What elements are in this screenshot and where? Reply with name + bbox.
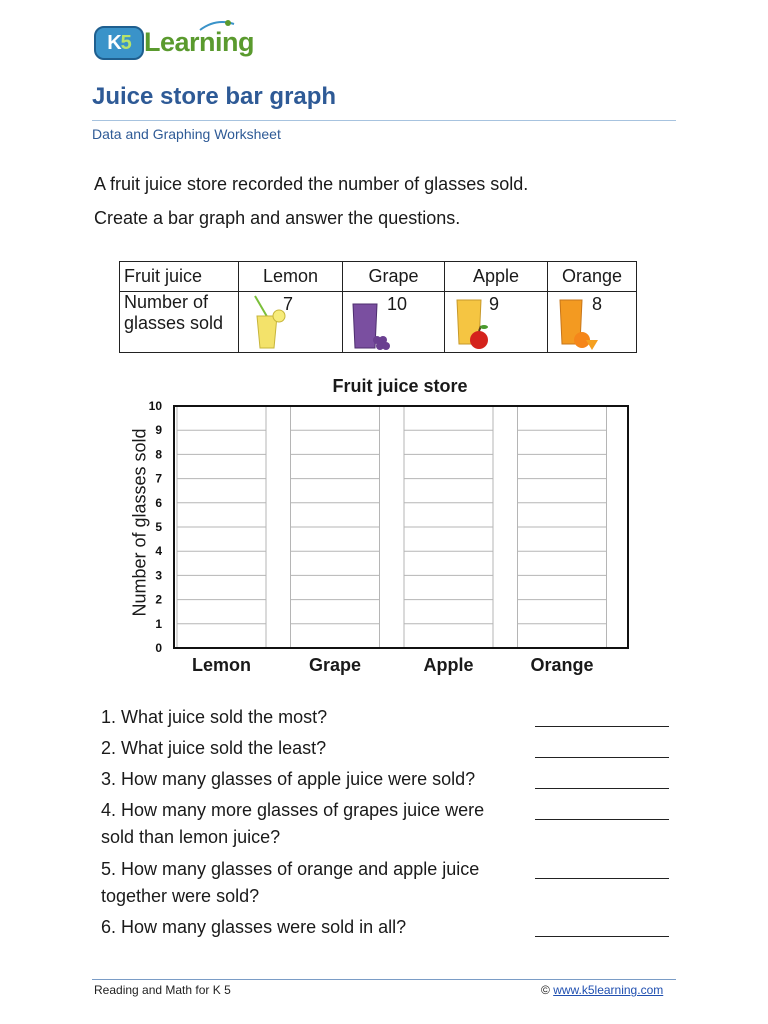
copyright-symbol: ©: [541, 983, 550, 997]
intro-line-1: A fruit juice store recorded the number of glasses sold.: [94, 174, 529, 194]
chart-y-axis-label: Number of glasses sold: [129, 428, 150, 617]
answer-blank-3[interactable]: [535, 788, 669, 789]
table-header-label: Fruit juice: [120, 262, 239, 292]
y-tick-label: 1: [155, 616, 162, 631]
row-label-line-2: glasses sold: [124, 313, 224, 333]
table-header-cell: Lemon: [239, 262, 343, 292]
y-tick-label: 6: [155, 495, 162, 510]
logo-k: K: [107, 32, 121, 54]
table-header-cell: Grape: [343, 262, 445, 292]
y-tick-label: 4: [155, 544, 162, 559]
question-2: 2. What juice sold the least?: [101, 738, 327, 758]
footer-copyright: [541, 983, 663, 997]
page-title: Juice store bar graph: [92, 83, 337, 110]
answer-blank-1[interactable]: [535, 726, 669, 727]
orange-count: 8: [592, 294, 603, 314]
y-tick-label: 7: [155, 471, 162, 486]
x-label-orange: Orange: [530, 655, 594, 675]
x-label-grape: Grape: [308, 655, 362, 675]
y-tick-label: 3: [155, 568, 162, 583]
footer-divider: [92, 979, 676, 980]
x-label-lemon: Lemon: [191, 655, 251, 675]
table-header-cell: Orange: [548, 262, 637, 292]
y-tick-label: 0: [155, 641, 162, 655]
y-tick-label: 8: [155, 447, 162, 462]
question-1: 1. What juice sold the most?: [101, 707, 328, 727]
footer-link[interactable]: www.k5learning.com: [553, 983, 664, 997]
intro-line-2: Create a bar graph and answer the questions.: [94, 208, 461, 228]
y-tick-label: 2: [155, 592, 162, 607]
question-6: 6. How many glasses were sold in all?: [101, 917, 407, 937]
answer-blank-4[interactable]: [535, 819, 669, 820]
grape-count: 10: [387, 294, 408, 314]
chart-title: Fruit juice store: [332, 376, 468, 396]
lemon-count: 7: [283, 294, 294, 314]
question-3: 3. How many glasses of apple juice were sold?: [101, 769, 476, 789]
footer-text: Reading and Math for K 5: [94, 983, 231, 997]
answer-blank-5[interactable]: [535, 878, 669, 879]
page-subtitle: Data and Graphing Worksheet: [92, 126, 281, 142]
x-label-apple: Apple: [423, 655, 474, 675]
question-4: 4. How many more glasses of grapes juice were sold than lemon juice?: [101, 800, 485, 847]
logo-text: Learning: [144, 27, 255, 57]
answer-blank-2[interactable]: [535, 757, 669, 758]
y-tick-label: 10: [148, 399, 162, 413]
y-tick-label: 9: [155, 423, 162, 438]
row-label-line-1: Number of: [124, 292, 209, 312]
y-tick-label: 5: [155, 520, 162, 534]
apple-count: 9: [489, 294, 500, 314]
question-5: 5. How many glasses of orange and apple juice together were sold?: [101, 859, 480, 906]
answer-blank-6[interactable]: [535, 936, 669, 937]
logo-five: 5: [120, 32, 131, 54]
table-header-cell: Apple: [445, 262, 548, 292]
